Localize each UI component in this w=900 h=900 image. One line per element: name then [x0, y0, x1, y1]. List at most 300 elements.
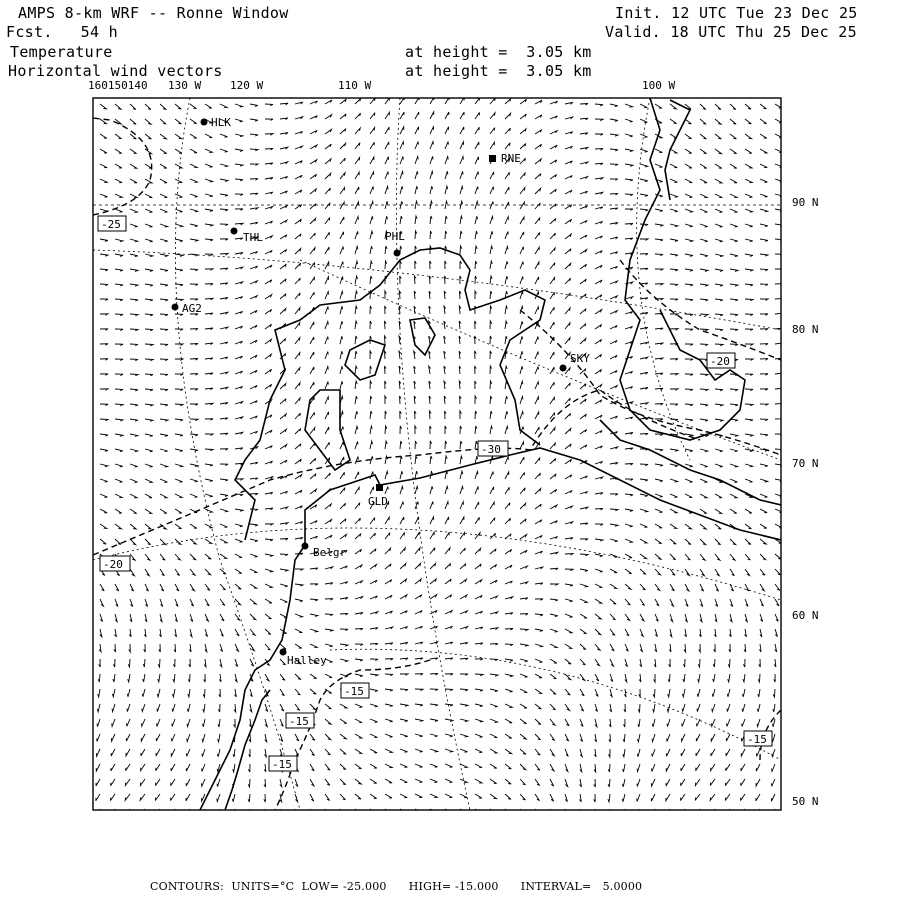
wind-vector: [640, 164, 648, 167]
wind-vector: [355, 628, 363, 630]
wind-vector: [340, 749, 346, 754]
wind-vector: [475, 291, 477, 299]
wind-vector: [550, 175, 557, 180]
wind-vector: [325, 397, 329, 404]
wind-vector: [565, 383, 570, 389]
wind-vector: [681, 749, 685, 756]
wind-vector: [475, 172, 478, 179]
wind-vector: [475, 704, 483, 707]
wind-vector: [730, 464, 738, 467]
wind-vector: [475, 643, 483, 645]
wind-vector: [475, 336, 477, 344]
wind-vector: [385, 595, 392, 599]
wind-vector: [652, 749, 655, 757]
wind-vector: [175, 359, 183, 361]
wind-vector: [610, 149, 618, 151]
wind-vector: [430, 517, 434, 524]
wind-vector: [127, 719, 130, 726]
wind-vector: [100, 269, 108, 271]
wind-vector: [157, 719, 160, 726]
wind-vector: [700, 539, 706, 545]
wind-vector: [745, 344, 753, 346]
wind-vector: [400, 734, 408, 737]
wind-vector: [610, 179, 618, 180]
wind-vector: [355, 764, 362, 769]
wind-vector: [115, 254, 123, 256]
wind-vector: [156, 749, 160, 756]
wind-vector: [370, 426, 372, 434]
wind-vector: [475, 411, 477, 419]
wind-vector: [430, 658, 438, 660]
wind-vector: [550, 505, 557, 509]
wind-vector: [550, 521, 557, 524]
wind-vector: [535, 232, 540, 239]
wind-vector: [505, 426, 508, 434]
wind-vector: [235, 629, 239, 636]
wind-vector: [490, 276, 492, 284]
wind-vector: [355, 351, 357, 359]
wind-vector: [700, 524, 706, 529]
wind-vector: [580, 644, 586, 649]
wind-vector: [565, 249, 571, 254]
wind-vector: [520, 749, 526, 754]
wind-vector: [220, 372, 228, 374]
wind-vector: [520, 247, 524, 254]
wind-vector: [595, 265, 602, 269]
wind-vector: [760, 629, 762, 637]
wind-vector: [505, 764, 511, 769]
wind-vector: [295, 537, 303, 539]
wind-vector: [580, 309, 586, 314]
wind-vector: [640, 494, 648, 497]
wind-vector: [414, 306, 416, 314]
wind-vector: [295, 444, 301, 449]
wind-vector: [695, 794, 700, 800]
wind-vector: [625, 238, 633, 240]
wind-vector: [205, 104, 212, 108]
wind-vector: [505, 276, 508, 284]
wind-vector: [355, 172, 359, 179]
wind-vector: [100, 374, 108, 376]
wind-vector: [160, 149, 167, 154]
wind-vector: [655, 539, 662, 544]
wind-vector: [127, 689, 130, 697]
wind-vector: [370, 564, 377, 569]
wind-vector: [775, 419, 783, 421]
wind-vector: [129, 629, 131, 637]
wind-vector: [609, 719, 611, 727]
wind-vector: [640, 209, 648, 211]
wind-vector: [205, 298, 213, 300]
wind-vector: [265, 719, 267, 727]
wind-vector: [160, 389, 168, 391]
wind-vector: [745, 569, 750, 576]
wind-vector: [220, 357, 228, 359]
wind-vector: [475, 548, 481, 554]
wind-vector: [460, 231, 462, 239]
wind-vector: [550, 307, 554, 314]
wind-vector: [100, 194, 108, 197]
wind-vector: [310, 458, 316, 464]
wind-vector: [115, 239, 123, 242]
wind-vector: [160, 119, 166, 124]
wind-vector: [700, 149, 707, 154]
wind-vector: [655, 358, 663, 360]
wind-vector: [340, 472, 344, 479]
wind-vector: [475, 127, 479, 134]
wind-vector: [445, 171, 448, 179]
wind-vector: [685, 149, 692, 153]
wind-vector: [520, 173, 525, 179]
wind-vector: [325, 674, 332, 678]
wind-vector: [550, 689, 556, 694]
wind-vector: [655, 224, 663, 226]
wind-vector: [130, 179, 137, 183]
wind-vector: [415, 171, 418, 179]
wind-vector: [250, 614, 256, 620]
wind-vector: [700, 194, 707, 198]
wind-vector: [190, 164, 197, 168]
wind-vector: [415, 611, 422, 615]
station-belgr: [302, 543, 347, 560]
wind-vector: [310, 367, 314, 374]
wind-vector: [385, 157, 389, 164]
wind-vector: [385, 396, 387, 404]
wind-vector: [520, 277, 523, 285]
wind-vector: [265, 148, 273, 150]
wind-vector: [760, 254, 768, 256]
wind-vector: [130, 254, 138, 257]
wind-vector: [220, 449, 228, 451]
station-gld: [368, 484, 388, 508]
wind-vector: [595, 178, 603, 180]
wind-vector: [520, 202, 524, 209]
wind-vector: [175, 524, 182, 529]
wind-vector: [355, 366, 357, 374]
wind-vector: [235, 614, 240, 620]
wind-vector: [400, 142, 404, 149]
wind-vector: [189, 644, 191, 652]
wind-vector: [445, 142, 448, 149]
wind-vector: [130, 269, 138, 271]
wind-vector: [400, 704, 408, 706]
wind-vector: [520, 366, 523, 374]
wind-vector: [400, 579, 406, 584]
wind-vector: [520, 598, 528, 600]
wind-vector: [505, 779, 511, 784]
wind-vector: [414, 321, 416, 329]
wind-vector: [235, 179, 243, 181]
wind-vector: [430, 486, 433, 494]
wind-vector: [175, 494, 182, 498]
wind-vector: [280, 235, 287, 239]
wind-vector: [217, 779, 220, 787]
wind-vector: [310, 704, 316, 710]
wind-vector: [280, 719, 283, 726]
wind-vector: [595, 539, 603, 541]
wind-vector: [760, 164, 767, 168]
wind-vector: [205, 569, 211, 575]
wind-vector: [250, 494, 258, 496]
wind-vector: [160, 104, 166, 109]
wind-vector: [325, 352, 328, 360]
wind-vector: [745, 464, 753, 467]
wind-vector: [220, 224, 228, 226]
wind-vector: [490, 246, 493, 254]
contour-label: [744, 731, 772, 746]
wind-vector: [160, 479, 167, 482]
wind-vector: [295, 383, 300, 389]
wind-vector: [520, 412, 523, 420]
wind-vector: [475, 794, 482, 798]
wind-vector: [235, 238, 243, 240]
wind-vector: [610, 119, 618, 121]
wind-vector: [595, 461, 603, 464]
wind-vector: [700, 614, 702, 622]
wind-vector: [235, 674, 237, 682]
wind-vector: [325, 794, 330, 801]
wind-vector: [370, 172, 374, 179]
wind-vector: [535, 704, 541, 709]
wind-vector: [715, 389, 723, 391]
wind-vector: [685, 314, 693, 316]
wind-vector: [505, 143, 510, 149]
wind-vector: [760, 284, 768, 286]
wind-vector: [160, 164, 167, 168]
wind-vector: [220, 149, 228, 152]
wind-vector: [760, 434, 768, 436]
wind-vector: [340, 262, 343, 270]
wind-vector: [429, 396, 431, 404]
wind-vector: [265, 104, 273, 106]
wind-vector: [280, 460, 287, 464]
wind-vector: [400, 611, 407, 614]
wind-vector: [610, 599, 616, 604]
wind-vector: [355, 779, 361, 784]
wind-vector: [115, 284, 123, 286]
wind-vector: [565, 554, 573, 556]
wind-vector: [745, 584, 749, 591]
wind-vector: [295, 459, 301, 464]
wind-vector: [156, 734, 160, 741]
wind-vector: [235, 659, 238, 667]
station-phl: [385, 230, 405, 257]
wind-vector: [280, 674, 285, 680]
wind-vector: [385, 533, 390, 539]
wind-vector: [280, 414, 286, 419]
wind-vector: [610, 237, 618, 239]
wind-vector: [414, 366, 416, 374]
wind-vector: [430, 261, 432, 269]
wind-vector: [655, 614, 658, 621]
wind-vector: [743, 689, 746, 697]
wind-vector: [250, 462, 258, 464]
wind-vector: [758, 689, 760, 697]
wind-vector: [745, 374, 753, 376]
wind-vector: [115, 539, 121, 544]
wind-vector: [175, 374, 183, 376]
wind-vector: [265, 508, 273, 510]
wind-vector: [655, 524, 662, 528]
wind-vector: [235, 341, 243, 344]
wind-vector: [700, 494, 707, 498]
wind-vector: [203, 689, 205, 697]
wind-vector: [490, 734, 497, 738]
wind-vector: [565, 190, 572, 194]
wind-vector: [756, 779, 760, 786]
wind-vector: [623, 734, 625, 742]
wind-vector: [700, 464, 708, 467]
wind-vector: [700, 509, 707, 513]
station-rne: [489, 152, 521, 165]
wind-vector: [535, 188, 541, 194]
wind-vector: [520, 629, 528, 631]
wind-vector: [760, 374, 768, 376]
wind-vector: [775, 434, 783, 436]
wind-vector: [640, 342, 648, 344]
wind-vector: [430, 579, 436, 584]
wind-vector: [775, 614, 778, 621]
wind-vector: [760, 359, 768, 361]
wind-vector: [580, 430, 587, 435]
wind-vector: [370, 549, 376, 554]
wind-vector: [490, 187, 494, 194]
wind-vector: [189, 659, 191, 667]
wind-vector: [325, 764, 330, 770]
wind-vector: [415, 794, 422, 798]
wind-vector: [700, 449, 708, 452]
wind-vector: [565, 538, 573, 540]
wind-vector: [340, 129, 346, 134]
wind-vector: [728, 674, 730, 682]
wind-vector: [760, 554, 766, 560]
wind-vector: [550, 794, 554, 801]
wind-vector: [340, 381, 343, 389]
wind-vector: [565, 117, 573, 119]
wind-vector: [475, 276, 477, 284]
wind-vector: [595, 295, 602, 299]
wind-vector: [370, 764, 377, 768]
wind-vector: [550, 160, 557, 164]
wind-vector: [715, 299, 723, 301]
wind-vector: [505, 128, 510, 134]
wind-vector: [171, 764, 175, 771]
wind-vector: [142, 704, 145, 712]
wind-vector: [175, 254, 183, 256]
wind-vector: [115, 494, 122, 498]
wind-vector: [685, 479, 693, 482]
wind-vector: [145, 254, 153, 257]
wind-vector: [415, 642, 423, 644]
lon-label-160-140: 160150140: [88, 79, 148, 92]
wind-vector: [325, 247, 329, 254]
wind-vector: [430, 231, 432, 239]
wind-vector: [580, 794, 582, 802]
wind-vector: [190, 119, 197, 124]
wind-vector: [505, 749, 512, 754]
wind-vector: [205, 629, 208, 637]
wind-vector: [445, 411, 447, 419]
wind-vector: [355, 321, 357, 329]
wind-vector: [760, 329, 768, 331]
wind-vector: [220, 209, 228, 211]
wind-vector: [310, 145, 317, 149]
wind-vector: [250, 416, 257, 419]
wind-vector: [295, 734, 299, 741]
wind-vector: [173, 689, 176, 697]
wind-vector: [355, 749, 362, 753]
wind-vector: [460, 704, 468, 706]
wind-vector: [205, 479, 213, 482]
wind-vector: [444, 396, 446, 404]
wind-vector: [505, 113, 511, 119]
wind-vector: [535, 247, 539, 254]
wind-vector: [655, 343, 663, 345]
wind-vector: [608, 779, 610, 787]
wind-vector: [220, 239, 228, 241]
wind-vector: [730, 224, 738, 227]
wind-vector: [520, 719, 527, 724]
wind-vector: [250, 584, 257, 588]
wind-vector: [475, 231, 477, 239]
wind-vector: [430, 610, 437, 614]
wind-vector: [220, 253, 228, 255]
wind-vector: [265, 295, 272, 299]
wind-vector: [625, 509, 633, 511]
wind-vector: [565, 749, 568, 756]
wind-vector: [622, 794, 625, 802]
wind-vector: [520, 188, 525, 194]
wind-vector: [715, 539, 721, 545]
wind-vector: [610, 644, 614, 651]
wind-vector: [775, 403, 783, 405]
wind-vector: [730, 329, 738, 331]
wind-vector: [280, 554, 288, 556]
wind-vector: [459, 351, 461, 359]
wind-vector: [670, 179, 677, 182]
wind-vector: [460, 502, 464, 509]
wind-vector: [205, 449, 213, 451]
wind-vector: [370, 659, 378, 661]
wind-vector: [520, 144, 526, 150]
wind-vector: [775, 584, 780, 590]
wind-vector: [685, 494, 692, 498]
wind-vector: [265, 163, 273, 165]
wind-vector: [475, 627, 483, 629]
wind-vector: [445, 216, 447, 224]
wind-vector: [745, 524, 751, 529]
wind-vector: [232, 794, 235, 802]
wind-vector: [280, 539, 288, 541]
wind-vector: [670, 614, 673, 622]
wind-vector: [415, 704, 423, 706]
wind-vector: [310, 749, 315, 756]
wind-vector: [745, 434, 753, 436]
wind-vector: [745, 389, 753, 391]
wind-vector: [580, 629, 587, 634]
wind-vector: [475, 112, 480, 119]
wind-vector: [685, 629, 687, 637]
wind-vector: [490, 366, 492, 374]
wind-vector: [175, 479, 183, 482]
wind-vector: [175, 629, 177, 637]
wind-vector: [505, 457, 508, 464]
wind-vector: [595, 674, 599, 681]
wind-vector: [325, 644, 333, 647]
wind-vector: [205, 194, 213, 197]
wind-vector: [490, 518, 495, 524]
wind-vector: [745, 119, 751, 124]
